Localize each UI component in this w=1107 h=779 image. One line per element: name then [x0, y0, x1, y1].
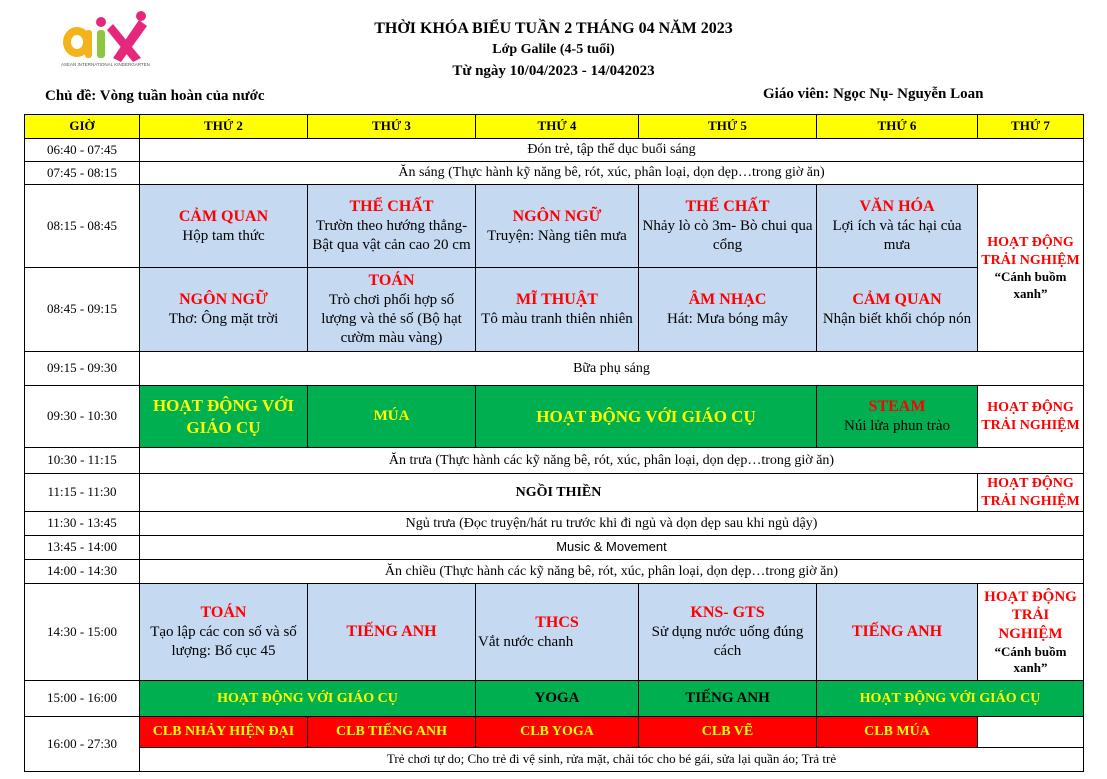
time-cell: 13:45 - 14:00: [25, 536, 140, 560]
col-header-thu: THỨ 5: [639, 115, 817, 139]
subject-label: NGÔN NGỮ: [179, 291, 268, 309]
table-row: [25, 352, 1084, 386]
routine-nap: Ngủ trưa (Đọc truyện/hát ru trước khi đi ngủ và dọn dẹp sau khi ngủ dậy): [140, 512, 1084, 536]
subject-label: TIẾNG ANH: [346, 623, 437, 640]
table-row: [25, 748, 1084, 772]
activity-detail: Thơ: Ông mặt trời: [168, 311, 279, 328]
page-title: THỜI KHÓA BIỂU TUẦN 2 THÁNG 04 NĂM 2023: [374, 20, 733, 37]
activity-detail: Sử dụng nước uống đúng cách: [651, 624, 804, 659]
class-name: Lớp Galile (4-5 tuổi): [492, 42, 615, 57]
time-cell: 09:15 - 09:30: [25, 352, 140, 386]
subject-label: HOẠT ĐỘNG TRẢI NGHIỆM: [981, 235, 1080, 268]
table-row: [25, 536, 1084, 560]
club-label: CLB YOGA: [520, 724, 594, 740]
table-row: [25, 560, 1084, 584]
activity-cell: [817, 584, 978, 681]
time-cell: 14:30 - 15:00: [25, 584, 140, 681]
activity-detail: Trò chơi phối hợp số lượng và thẻ số (Bộ hạt cườm màu vàng): [321, 292, 462, 346]
subject-label: CẢM QUAN: [178, 207, 269, 225]
club-cell: [817, 717, 978, 748]
club-cell: [476, 717, 639, 748]
table-row: [25, 448, 1084, 474]
activity-cell: [817, 681, 1084, 717]
table-row: [25, 268, 1084, 352]
activity-detail: Tạo lập các con số và số lượng: Bố cục 45: [150, 624, 297, 659]
subject-label: NGÔN NGỮ: [512, 207, 602, 225]
routine-breakfast: Ăn sáng (Thực hành kỹ năng bê, rót, xúc, phân loại, dọn dẹp…trong giờ ăn): [140, 162, 1084, 185]
topic-label: Chủ đề: Vòng tuần hoàn của nước: [45, 88, 265, 104]
activity-detail: Hát: Mưa bóng mây: [666, 311, 789, 328]
activity-cell: TIẾNG ANH: [639, 681, 817, 717]
club-label: CLB VẼ: [701, 724, 754, 740]
table-row: [25, 474, 1084, 512]
header-row: [25, 115, 1084, 139]
time-cell: 07:45 - 08:15: [25, 162, 140, 185]
time-cell: 08:45 - 09:15: [25, 268, 140, 352]
activity-cell-sat: [978, 386, 1084, 448]
time-cell: 16:00 - 27:30: [25, 717, 140, 772]
club-cell-empty: [978, 717, 1084, 748]
subject-label: STEAM: [868, 398, 926, 416]
activity-cell: [140, 681, 476, 717]
activity-cell: [476, 185, 639, 268]
table-row: [25, 584, 1084, 681]
routine-music: Music & Movement: [140, 536, 1084, 560]
activity-cell: [476, 268, 639, 352]
col-header-wed: THỨ 4: [476, 115, 639, 139]
activity-cell: [140, 584, 308, 681]
time-cell: 11:30 - 13:45: [25, 512, 140, 536]
date-range: Từ ngày 10/04/2023 - 14/042023: [452, 63, 655, 79]
activity-detail: Nhận biết khối chóp nón: [822, 311, 972, 328]
table-row: [25, 162, 1084, 185]
club-label: CLB MÚA: [864, 724, 930, 740]
col-header-tue: THỨ 3: [308, 115, 476, 139]
activity-cell: [639, 268, 817, 352]
table-row: [25, 185, 1084, 268]
subject-label: THCS: [535, 613, 579, 631]
activity-cell-sat: [978, 185, 1084, 352]
activity-cell: [476, 386, 817, 448]
activity-cell: [308, 584, 476, 681]
subject-label: HOẠT ĐỘNG TRẢI NGHIỆM: [981, 400, 1080, 433]
time-cell: 14:00 - 14:30: [25, 560, 140, 584]
routine-meditation: NGỒI THIỀN: [140, 474, 978, 512]
club-cell: [639, 717, 817, 748]
col-header-sat: THỨ 7: [978, 115, 1084, 139]
activity-cell-sat: [978, 584, 1084, 681]
routine-arrival: Đón trẻ, tập thể dục buổi sáng: [140, 139, 1084, 162]
subject-label: MĨ THUẬT: [516, 291, 598, 309]
activity-cell-sat: [978, 474, 1084, 512]
activity-cell: [639, 185, 817, 268]
subject-label: VĂN HÓA: [859, 198, 935, 216]
routine-snack: Bữa phụ sáng: [140, 352, 1084, 386]
time-cell: 09:30 - 10:30: [25, 386, 140, 448]
club-cell: [140, 717, 308, 748]
activity-detail: Lợi ích và tác hại của mưa: [832, 218, 962, 253]
activity-cell: [308, 185, 476, 268]
activity-label: HOẠT ĐỘNG VỚI GIÁO CỤ: [152, 396, 295, 437]
activity-detail: Vắt nước chanh: [478, 633, 574, 650]
subject-label: HOẠT ĐỘNG TRẢI NGHIỆM: [984, 588, 1077, 643]
activity-cell: [140, 268, 308, 352]
time-cell: 08:15 - 08:45: [25, 185, 140, 268]
activity-detail: Hộp tam thức: [182, 227, 265, 244]
routine-afternoon-snack: Ăn chiều (Thực hành các kỹ năng bê, rót, xúc, phân loại, dọn dẹp…trong giờ ăn): [140, 560, 1084, 584]
time-cell: 10:30 - 11:15: [25, 448, 140, 474]
activity-detail: Tô màu tranh thiên nhiên: [481, 311, 633, 328]
activity-detail: Trườn theo hướng thẳng- Bật qua vật cản cao 20 cm: [312, 218, 471, 253]
subject-label: ÂM NHẠC: [688, 291, 767, 309]
activity-cell: [817, 268, 978, 352]
teacher-label: Giáo viên: Ngọc Nụ- Nguyễn Loan: [763, 86, 984, 102]
subject-label: TOÁN: [368, 272, 415, 290]
activity-detail: Núi lửa phun trào: [843, 418, 951, 435]
routine-lunch: Ăn trưa (Thực hành các kỹ năng bê, rót, xúc, phân loại, dọn dẹp…trong giờ ăn): [140, 448, 1084, 474]
club-label: CLB NHẢY HIỆN ĐẠI: [152, 724, 295, 740]
subject-label: HOẠT ĐỘNG TRẢI NGHIỆM: [981, 476, 1080, 509]
activity-cell: YOGA: [476, 681, 639, 717]
col-header-time: GIỜ: [25, 115, 140, 139]
table-row: [25, 386, 1084, 448]
activity-detail: “Cánh buồm xanh”: [994, 269, 1067, 301]
activity-cell: [308, 386, 476, 448]
table-row: [25, 681, 1084, 717]
club-label: CLB TIẾNG ANH: [336, 724, 447, 740]
subject-label: THỂ CHẤT: [349, 198, 434, 216]
activity-label: HOẠT ĐỘNG VỚI GIÁO CỤ: [217, 690, 398, 706]
activity-cell: [817, 185, 978, 268]
activity-cell: [476, 584, 639, 681]
activity-cell: [639, 584, 817, 681]
subject-label: TOÁN: [200, 604, 247, 622]
subject-label: KNS- GTS: [690, 604, 765, 622]
activity-label: HOẠT ĐỘNG VỚI GIÁO CỤ: [536, 406, 756, 426]
activity-cell: [817, 386, 978, 448]
activity-detail: “Cánh buồm xanh”: [994, 643, 1067, 676]
subject-label: TIẾNG ANH: [851, 623, 943, 640]
col-header-mon: THỨ 2: [140, 115, 308, 139]
time-cell: 06:40 - 07:45: [25, 139, 140, 162]
svg-text:ASEAN INTERNATIONAL KINDERGART: ASEAN INTERNATIONAL KINDERGARTEN: [61, 62, 150, 67]
timetable: [24, 114, 1084, 772]
time-cell: 15:00 - 16:00: [25, 681, 140, 717]
table-row: [25, 512, 1084, 536]
activity-label: HOẠT ĐỘNG VỚI GIÁO CỤ: [859, 690, 1041, 706]
table-row: [25, 717, 1084, 748]
subject-label: THỂ CHẤT: [685, 198, 770, 216]
subject-label: CẢM QUAN: [852, 291, 942, 309]
col-header-fri: THỨ 6: [817, 115, 978, 139]
activity-cell: [308, 268, 476, 352]
activity-cell: [140, 386, 308, 448]
activity-label: MÚA: [373, 408, 410, 425]
table-row: [25, 139, 1084, 162]
activity-detail: Truyện: Nàng tiên mưa: [487, 227, 627, 244]
activity-detail: Nhảy lò cò 3m- Bò chui qua cổng: [642, 218, 813, 253]
activity-cell: [140, 185, 308, 268]
time-cell: 11:15 - 11:30: [25, 474, 140, 512]
routine-pickup: Trẻ chơi tự do; Cho trẻ đi vệ sinh, rửa mặt, chải tóc cho bé gái, sửa lại quần áo; Trả trẻ: [140, 748, 1084, 772]
club-cell: [308, 717, 476, 748]
